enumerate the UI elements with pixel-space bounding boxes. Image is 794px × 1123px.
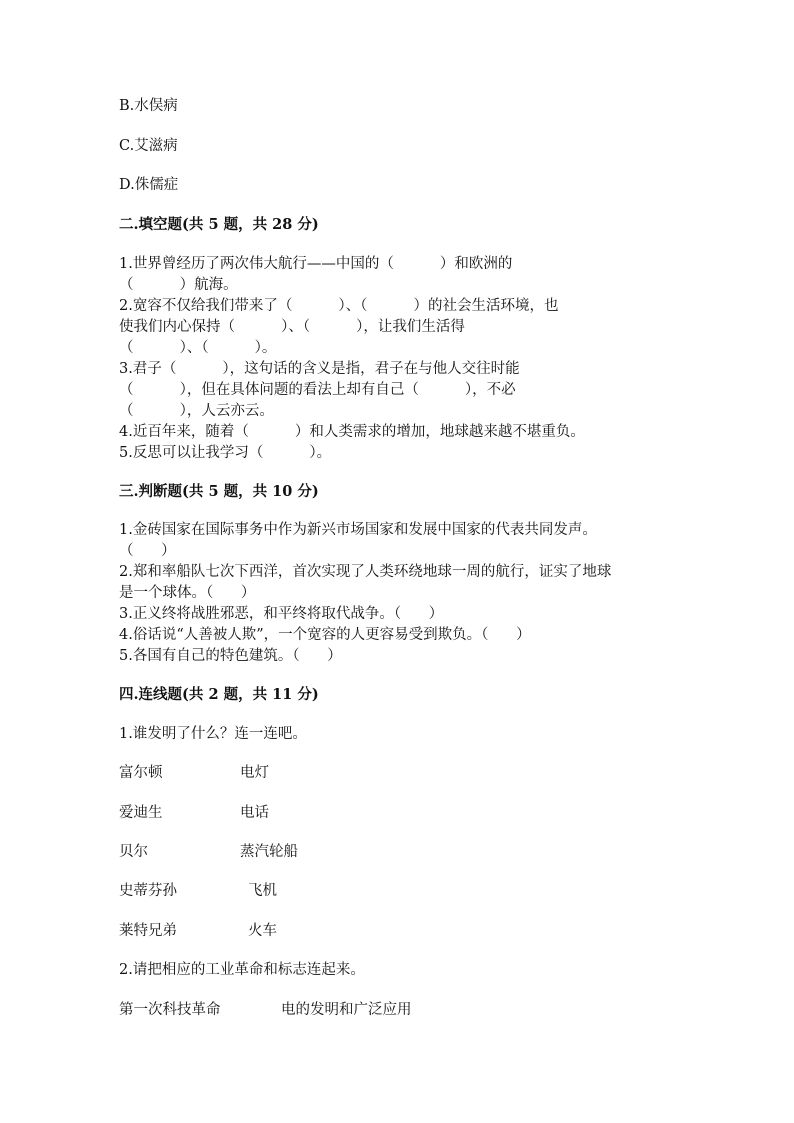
fill-line: 5.反思可以让我学习（ ）。 (119, 445, 332, 461)
judge-line: 4.俗话说“人善被人欺”，一个宽容的人更容易受到欺负。（ ） (119, 627, 531, 643)
match-left: 爱迪生 (119, 805, 163, 821)
option-b: B.水俣病 (119, 98, 178, 114)
section-heading-true-false: 三.判断题(共 5 题，共 10 分) (119, 483, 319, 500)
match-right: 电话 (240, 805, 269, 821)
judge-line: 是一个球体。（ ） (119, 585, 256, 601)
judge-line: 3.正义终将战胜邪恶，和平终将取代战争。（ ） (119, 606, 444, 622)
match-left: 史蒂芬孙 (119, 883, 177, 899)
judge-line: 1.金砖国家在国际事务中作为新兴市场国家和发展中国家的代表共同发声。 (119, 522, 597, 538)
option-c: C.艾滋病 (119, 138, 178, 154)
fill-line: 4.近百年来，随着（ ）和人类需求的增加，地球越来越不堪重负。 (119, 424, 585, 440)
section-heading-matching: 四.连线题(共 2 题，共 11 分) (119, 686, 319, 703)
match-right: 电灯 (240, 765, 269, 781)
fill-line: （ ）、（ ）。 (119, 340, 277, 356)
fill-line: （ ），人云亦云。 (119, 403, 274, 419)
fill-line: 1.世界曾经历了两次伟大航行——中国的（ ）和欧洲的 (119, 256, 513, 272)
section-heading-fill-in: 二.填空题(共 5 题，共 28 分) (119, 216, 319, 233)
match-right: 飞机 (248, 883, 277, 899)
fill-line: 2.宽容不仅给我们带来了（ ）、（ ）的社会生活环境，也 (119, 298, 559, 314)
match-left: 莱特兄弟 (119, 923, 177, 939)
judge-line: 2.郑和率船队七次下西洋，首次实现了人类环绕地球一周的航行，证实了地球 (119, 564, 612, 580)
fill-line: （ ），但在具体问题的看法上却有自己（ ），不必 (119, 382, 516, 398)
match-left: 贝尔 (119, 844, 148, 860)
match-right: 电的发明和广泛应用 (281, 1002, 412, 1018)
judge-line: 5.各国有自己的特色建筑。（ ） (119, 648, 342, 664)
match-left: 第一次科技革命 (119, 1002, 221, 1018)
match-right: 蒸汽轮船 (240, 844, 298, 860)
fill-line: （ ）航海。 (119, 277, 238, 293)
match-right: 火车 (248, 923, 277, 939)
fill-line: 使我们内心保持（ ）、（ ），让我们生活得 (119, 319, 465, 335)
judge-line: （ ） (119, 543, 176, 559)
option-d: D.侏儒症 (119, 177, 179, 193)
fill-line: 3.君子（ ），这句话的含义是指，君子在与他人交往时能 (119, 361, 520, 377)
match-left: 富尔顿 (119, 765, 163, 781)
matching-question-2: 2.请把相应的工业革命和标志连起来。 (119, 962, 365, 978)
matching-question-1: 1.谁发明了什么？连一连吧。 (119, 726, 307, 742)
